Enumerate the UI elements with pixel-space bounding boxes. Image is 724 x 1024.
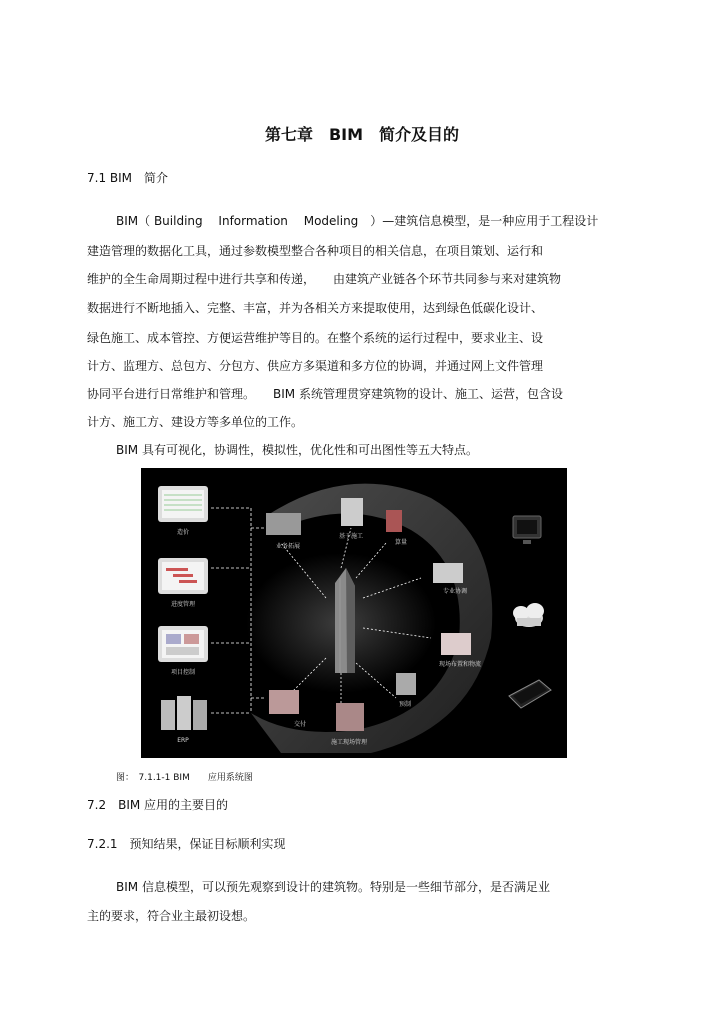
label-construction-based: 基于施工 [339,533,364,540]
bim-application-diagram [141,468,567,758]
server-icon [161,696,207,730]
building-thumb [336,703,364,731]
label-quantity: 算量 [395,539,408,546]
paragraph-line: 绿色施工、成本管控、方便运营维护等目的。在整个系统的运行过程中，要求业主、设 [87,331,544,345]
cloud-icon [513,603,544,627]
building-thumb [266,513,301,535]
label-site-logistics: 现场布置和物流 [439,661,482,668]
label-schedule: 进度管理 [170,601,196,608]
paragraph-line: 数据进行不断地插入、完整、丰富，并为各相关方来提取使用，达到绿色低碳化设计、 [87,301,544,315]
label-site-management: 施工现场管理 [331,739,368,746]
features-line: BIM 具有可视化，协调性，模拟性，优化性和可出图性等五大特点。 [116,443,478,457]
paragraph-line: 计方、施工方、建设方等多单位的工作。 [87,415,304,429]
paragraph-line: BIM 信息模型，可以预先观察到设计的建筑物。特别是一些细节部分，是否满足业 [116,880,550,894]
building-thumb [396,673,416,695]
monitor-icon [158,486,208,522]
paragraph-line: 主的要求，符合业主最初设想。 [87,909,256,923]
paragraph-line: 建造管理的数据化工具，通过参数模型整合各种项目的相关信息，在项目策划、运行和 [87,244,544,258]
chapter-title: 第七章 BIM 简介及目的 [264,125,460,144]
label-project-control: 项目控制 [170,669,196,676]
building-thumb [441,633,471,655]
label-delivery: 交付 [294,721,307,728]
paragraph-line: BIM（ Building Information Modeling ）—建筑信息模型，是一种应用于工程设计 [116,214,599,228]
section-7-2-1-heading: 7.2.1 预知结果，保证目标顺利实现 [87,837,286,851]
label-erp: ERP [177,737,189,744]
paragraph-line: 协同平台进行日常维护和管理。 BIM 系统管理贯穿建筑物的设计、施工、运营，包含设 [87,387,563,401]
paragraph-line: 维护的全生命周期过程中进行共享和传递， 由建筑产业链各个环节共同参与来对建筑物 [87,272,562,286]
building-thumb [269,690,299,714]
monitor-icon [158,626,208,662]
building-thumb [433,563,463,583]
label-coordination: 专业协调 [443,588,468,595]
building-thumb [341,498,363,526]
tablet-icon [509,680,551,708]
computer-icon [513,516,541,544]
monitor-icon [158,558,208,594]
paragraph-line: 计方、监理方、总包方、分包方、供应方多渠道和多方位的协调，并通过网上文件管理 [87,359,544,373]
section-7-1-heading: 7.1 BIM 简介 [87,171,169,185]
label-business-expansion: 业务拓展 [276,543,301,550]
section-7-2-heading: 7.2 BIM 应用的主要目的 [87,798,229,812]
building-thumb [386,510,402,532]
label-prefab: 预制 [399,701,412,708]
label-cost: 造价 [176,529,190,536]
figure-caption: 图： 7.1.1-1 BIM 应用系统图 [116,773,253,783]
